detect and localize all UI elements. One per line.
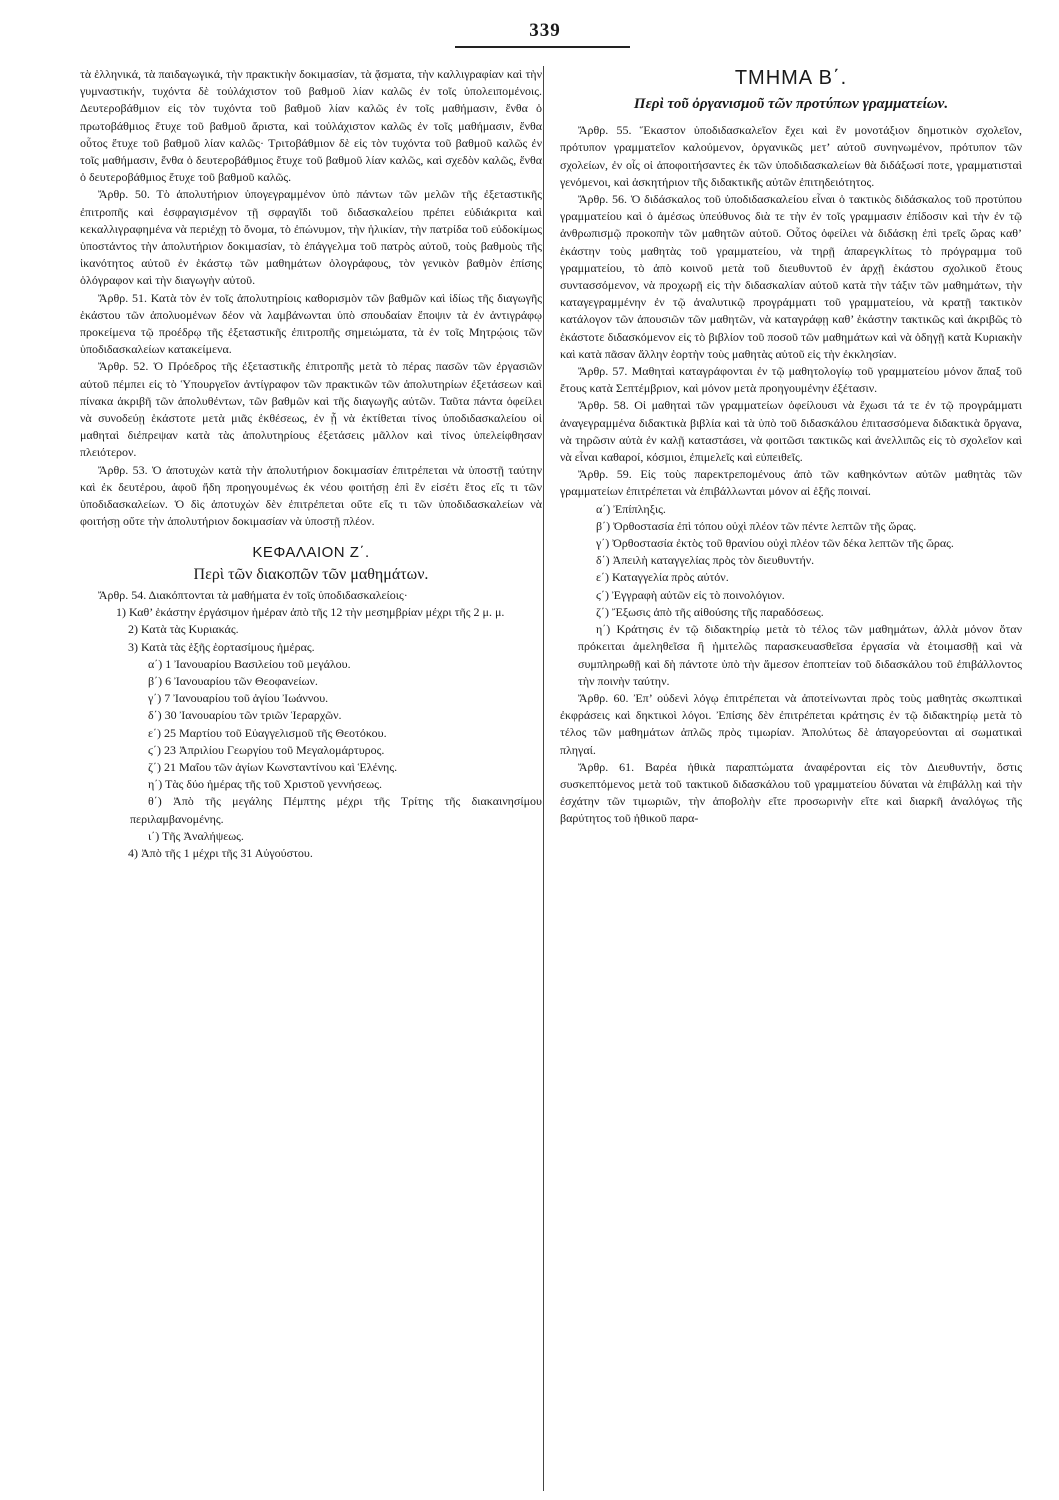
column-divider [543, 66, 544, 1491]
paragraph-art59: Ἄρθρ. 59. Εἰς τοὺς παρεκτρεπομένους ἀπὸ τῶν καθηκόντων αὐτῶν μαθητὰς τῶν γραμματείων ἐπιτρέπεται νὰ ἐπιβάλλωνται μόνον αἱ ἑξῆς ποιναί. [560, 467, 1022, 499]
penalty-item: ϛ΄) Ἐγγραφὴ αὐτῶν εἰς τὸ ποινολόγιον. [596, 587, 785, 602]
art54-item-3: 3) Κατὰ τὰς ἑξῆς ἑορτασίμους ἡμέρας. [128, 639, 315, 654]
paragraph-art57: Ἄρθρ. 57. Μαθηταὶ καταγράφονται ἐν τῷ μαθητολογίῳ τοῦ γραμματείου μόνον ἅπαξ τοῦ ἔτους κατὰ Σεπτέμβριον, καὶ μόνον μετὰ προηγουμένην ἐξέτασιν. [560, 364, 1022, 396]
paragraph-art50: Ἄρθρ. 50. Τὸ ἀπολυτήριον ὑπογεγραμμένον ὑπὸ πάντων τῶν μελῶν τῆς ἐξεταστικῆς ἐπιτροπῆς καὶ ἐσφραγισμένον τῇ σφραγῖδι τοῦ διδασκαλείου πρέπει εὐδιάκριτα καὶ κεκαλλιγραφημένα νὰ περιέχῃ τὸ ὄνομα, τὸ ἐπώνυμον, τὴν ἡλικίαν, τὴν πατρίδα τοῦ εὐδοκίμως ὑποστάντος τὴν ἀπολυτήριον δοκιμασίαν, τὸ ἐπάγγελμα τοῦ πατρὸς αὐτοῦ, τοὺς βαθμοὺς τῆς ἱκανότητος αὐτοῦ ἐν ἑκάστῳ τῶν μαθημάτων ὁλογράφους, τὸν γενικὸν βαθμὸν ἐπίσης ὁλόγραφον καὶ τὴν διαγωγὴν αὐτοῦ. [80, 187, 542, 288]
holiday-item: η΄) Τὰς δύο ἡμέρας τῆς τοῦ Χριστοῦ γεννήσεως. [148, 777, 382, 792]
penalty-item: ζ΄) Ἔξωσις ἀπὸ τῆς αἰθούσης τῆς παραδόσεως. [596, 604, 824, 619]
art54-item-4: 4) Ἀπὸ τῆς 1 μέχρι τῆς 31 Αὐγούστου. [128, 845, 313, 860]
art54-item-2: 2) Κατὰ τὰς Κυριακάς. [128, 622, 239, 637]
holiday-item: γ΄) 7 Ἰανουαρίου τοῦ ἁγίου Ἰωάννου. [148, 691, 329, 706]
page-number: 339 [529, 20, 561, 41]
paragraph-art56: Ἄρθρ. 56. Ὁ διδάσκαλος τοῦ ὑποδιδασκαλείου εἶναι ὁ τακτικὸς διδάσκαλος τοῦ προτύπου γραμματείου καὶ ὁ ἀμέσως ὑπεύθυνος διὰ τε τὴν ἐν τοῖς γραμμασιν ἐπίδοσιν καὶ τὴν ἐν τῷ ἀνθρωπισμῷ προκοπὴν τῶν μαθητῶν αὐτοῦ. Οὗτος ὀφείλει νὰ διδάσκῃ ἐπὶ τρεῖς ὥρας καθ’ ἑκάστην τοὺς μαθητὰς τοῦ γραμματείου, νὰ τηρῇ ἀπαρεγκλίτως τὸ πρόγραμμα τοῦ γραμματείου, τὸ ἀπὸ κοινοῦ μετὰ τοῦ διευθυντοῦ ἐν ἀρχῇ ἑκάστου σχολικοῦ ἔτους συντασσόμενον, νὰ προχωρῇ εἰς τὴν διδασκαλίαν αὐτοῦ κατὰ τὴν τάξιν τῶν μαθημάτων, τὴν καταγεγραμμένην ἐν τῷ ἀναλυτικῷ προγράμματι τοῦ γραμματείου, νὰ κρατῇ τακτικὸν κατάλογον τῶν ἀπουσιῶν τῶν μαθητῶν, νὰ καταγράφῃ καθ’ ἑκάστην τακτικῶς καὶ ἀκριβῶς τὸ ἑκάστοτε διδασκόμενον εἰς τὸ βιβλίον τοῦ ποσοῦ τῶν μαθημάτων καὶ νὰ ὁδηγῇ κατὰ Κυριακὴν καὶ κατὰ πᾶσαν ἄλλην ἑορτὴν τοὺς μαθητὰς αὐτοῦ εἰς τὴν ἐκκλησίαν. [560, 192, 1022, 361]
paragraph-art51: Ἄρθρ. 51. Κατὰ τὸν ἐν τοῖς ἀπολυτηρίοις καθορισμὸν τῶν βαθμῶν καὶ ἰδίως τῆς διαγωγῆς ἑκάστου τῶν ἀπολυομένων δέον νὰ λαμβάνωνται ὑπὸ σπουδαίαν ἔποψιν τὰ ἐν ἀντιγράφῳ προκείμενα τῷ προέδρῳ τῆς ἐξεταστικῆς ἐπιτροπῆς σημειώματα, τὰ ἐν τοῖς Μητρῴοις τῶν ὑποδιδασκαλείων κατακείμενα. [80, 290, 542, 357]
paragraph-art53: Ἄρθρ. 53. Ὁ ἀποτυχὼν κατὰ τὴν ἀπολυτήριον δοκιμασίαν ἐπιτρέπεται νὰ ὑποστῇ ταύτην καὶ ἐκ δευτέρου, ἀφοῦ ἤδη προηγουμένως ἐκ νέου φοιτήσῃ ἐπὶ ἓν εἰσέτι ἔτος εἴς τι τῶν ὑποδιδασκαλείων. Ὁ δὶς ἀποτυχὼν δὲν ἐπιτρέπεται οὔτε εἴς τι τῶν ὑποδιδασκαλείων νὰ φοιτήσῃ οὔτε τὴν ἀπολυτήριον δοκιμασίαν νὰ ὑποστῇ πλέον. [80, 462, 542, 529]
penalty-item: γ΄) Ὀρθοστασία ἐκτὸς τοῦ θρανίου οὐχὶ πλέον τῶν δέκα λεπτῶν τῆς ὥρας. [596, 536, 954, 551]
holiday-item: β΄) 6 Ἰανουαρίου τῶν Θεοφανείων. [148, 673, 318, 688]
penalty-item: ε΄) Καταγγελία πρὸς αὐτόν. [596, 570, 729, 585]
paragraph-art49-continued: τὰ ἑλληνικά, τὰ παιδαγωγικά, τὴν πρακτικὴν δοκιμασίαν, τὰ ᾄσματα, τὴν καλλιγραφίαν καὶ τὴν γυμναστικήν, τυχόντα δὲ τοὐλάχιστον τοῦ βαθμοῦ λίαν καλῶς ἐν τοῖς ὑπολειπομένοις. Δευτεροβάθμιον εἰς τὸν τυχόντα τοῦ βαθμοῦ λίαν καλῶς ἐν τοῖς μαθήμασιν, ἔνθα ὁ πρωτοβάθμιος ἔτυχε τοῦ βαθμοῦ ἄριστα, καὶ τοὐλάχιστον καλῶς ἐν τοῖς μαθήμασιν, ἔνθα οὗτος ἔτυχε τοῦ βαθμοῦ λίαν καλῶς· Τριτοβάθμιον δὲ εἰς τὸν τυχόντα τοῦ βαθμοῦ καλῶς ἐν τοῖς μαθήμασιν, ἔνθα ὁ δευτεροβάθμιος ἔτυχε τοῦ βαθμοῦ λίαν καλῶς, καὶ σχεδὸν καλῶς, ἔνθα ὁ δευτεροβάθμιος ἔτυχε τοῦ βαθμοῦ καλῶς. [80, 67, 542, 185]
penalty-item: η΄) Κράτησις ἐν τῷ διδακτηρίῳ μετὰ τὸ τέλος τῶν μαθημάτων, ἀλλὰ μόνον ὅταν πρόκειται ἀμεληθεῖσα ἢ ἡμιτελῶς παρασκευασθεῖσα ἐργασία νὰ ἑτοιμασθῇ καὶ νὰ συμπληρωθῇ καὶ δὴ πάντοτε ὑπὸ τὴν ἄμεσον ἐποπτείαν τοῦ διδασκάλου τοῦ ἐπιβάλλοντος τὴν ποινὴν ταύτην. [578, 622, 1022, 688]
art54-item-1: 1) Καθ’ ἑκάστην ἐργάσιμον ἡμέραν ἀπὸ τῆς 12 τὴν μεσημβρίαν μέχρι τῆς 2 μ. μ. [116, 605, 505, 620]
chapter-subtitle: Περὶ τῶν διακοπῶν τῶν μαθημάτων. [193, 565, 429, 583]
penalty-item: δ΄) Ἀπειλὴ καταγγελίας πρὸς τὸν διευθυντήν. [596, 553, 815, 568]
chapter-title: ΚΕΦΑΛΑΙΟΝ Ζ΄. [252, 544, 370, 562]
holiday-item: ε΄) 25 Μαρτίου τοῦ Εὐαγγελισμοῦ τῆς Θεοτόκου. [148, 725, 387, 740]
paragraph-art55: Ἄρθρ. 55. Ἕκαστον ὑποδιδασκαλεῖον ἔχει καὶ ἓν μονοτάξιον δημοτικὸν σχολεῖον, πρότυπον γραμματεῖον καλούμενον, ὀργανικῶς μετ’ αὐτοῦ συνηνωμένον, πρότυπον τῶν σχολείων, ἐν οἷς οἱ ἀποφοιτήσαντες ἐκ τῶν ὑποδιδασκαλείων θὰ διδάξωσί ποτε, γραμματισταὶ γενόμενοι, καὶ ἀσκητήριον τῆς διδακτικῆς αὐτῶν ἐπιτηδειότητος. [560, 123, 1022, 189]
section-subtitle: Περὶ τοῦ ὀργανισμοῦ τῶν προτύπων γραμματείων. [633, 96, 949, 113]
paragraph-art54: Ἄρθρ. 54. Διακόπτονται τὰ μαθήματα ἐν τοῖς ὑποδιδασκαλείοις· [98, 587, 408, 602]
header-rule [455, 46, 630, 48]
holiday-item: α΄) 1 Ἰανουαρίου Βασιλείου τοῦ μεγάλου. [148, 656, 351, 671]
holiday-item: ι΄) Τῆς Ἀναλήψεως. [148, 828, 244, 843]
paragraph-art61: Ἄρθρ. 61. Βαρέα ἠθικὰ παραπτώματα ἀναφέρονται εἰς τὸν Διευθυντήν, ὅστις συσκεπτόμενος μετὰ τοῦ τακτικοῦ διδασκάλου τοῦ γραμματείου δύναται νὰ ἐπιβάλλῃ καὶ τὴν ἐσχάτην τῶν τιμωριῶν, τὴν ἀποβολὴν εἴτε προσωρινὴν εἴτε καὶ διαρκῆ ἀναλόγως τῆς βαρύτητος τοῦ ἠθικοῦ παρα- [560, 759, 1022, 826]
paragraph-art58: Ἄρθρ. 58. Οἱ μαθηταὶ τῶν γραμματείων ὀφείλουσι νὰ ἔχωσι τά τε ἐν τῷ προγράμματι ἀναγεγραμμένα διδακτικὰ βιβλία καὶ τὰ ὑπὸ τοῦ διδασκάλου ἐπιτασσόμενα διδακτικὰ ὄργανα, νὰ τηρῶσιν αὐτὰ ἐν καλῇ καταστάσει, νὰ φοιτῶσι τακτικῶς καὶ ἀνελλιπῶς εἰς τὸ σχολεῖον καὶ νὰ εἶναι καθαροί, κόσμιοι, ἐπιμελεῖς καὶ εὐπειθεῖς. [560, 398, 1022, 465]
penalty-item: α΄) Ἐπίπληξις. [596, 501, 666, 516]
holiday-item: θ΄) Ἀπὸ τῆς μεγάλης Πέμπτης μέχρι τῆς Τρίτης τῆς διακαινησίμου περιλαμβανομένης. [130, 794, 542, 826]
left-column [80, 66, 542, 862]
holiday-item: δ΄) 30 Ἰανουαρίου τῶν τριῶν Ἱεραρχῶν. [148, 708, 342, 723]
paragraph-art52: Ἄρθρ. 52. Ὁ Πρόεδρος τῆς ἐξεταστικῆς ἐπιτροπῆς μετὰ τὸ πέρας πασῶν τῶν ἐργασιῶν αὐτοῦ πέμπει εἰς τὸ Ὑπουργεῖον ἀντίγραφον τῶν πρακτικῶν τῶν ἀπολυτηρίων ἐξετάσεων καὶ πίνακα ἀκριβῆ τῶν ἀπολυθέντων, τῶν βαθμῶν καὶ τῆς διαγωγῆς αὐτῶν. Ταῦτα πάντα ὀφείλει νὰ συνοδεύῃ ἑκάστοτε μετὰ μιᾶς ἐκθέσεως, ἐν ᾗ νὰ ἐκτίθεται τίνος ὑποδιδασκαλείου οἱ μαθηταὶ διέπρεψαν κατὰ τὰς ἀπολυτηρίους ἐξετάσεις μᾶλλον καὶ τίνος ὑπελείφθησαν πλειότερον. [80, 359, 542, 460]
paragraph-art60: Ἄρθρ. 60. Ἐπ’ οὐδενὶ λόγῳ ἐπιτρέπεται νὰ ἀποτείνωνται πρὸς τοὺς μαθητὰς σκωπτικαὶ ἐκφράσεις καὶ δηκτικοὶ λόγοι. Ἐπίσης δὲν ἐπιτρέπεται κράτησις ἐν τῷ διδακτηρίῳ μετὰ τὸ τέλος τῶν μαθημάτων ἁπλῶς πρὸς τιμωρίαν. Ἀπολύτως δὲ ἀπαγορεύονται αἱ σωματικαὶ πληγαί. [560, 690, 1022, 757]
holiday-item: ϛ΄) 23 Ἀπριλίου Γεωργίου τοῦ Μεγαλομάρτυρος. [148, 742, 385, 757]
penalty-item: β΄) Ὀρθοστασία ἐπὶ τόπου οὐχὶ πλέον τῶν πέντε λεπτῶν τῆς ὥρας. [596, 518, 917, 533]
right-column [560, 66, 1022, 828]
section-title: ΤΜΗΜΑ Β΄. [734, 67, 848, 89]
holiday-item: ζ΄) 21 Μαΐου τῶν ἁγίων Κωνσταντίνου καὶ Ἑλένης. [148, 759, 398, 774]
